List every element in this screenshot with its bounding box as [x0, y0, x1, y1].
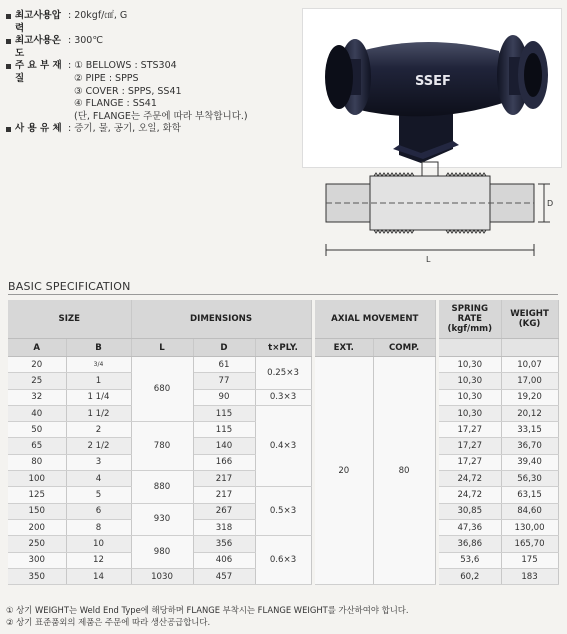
cell-d: 356	[193, 536, 255, 552]
spec-value: : 300℃	[68, 35, 104, 47]
cell-a: 50	[8, 422, 66, 438]
cell-d: 217	[193, 471, 255, 487]
header-comp: COMP.	[373, 339, 435, 357]
cell-b: 14	[66, 568, 131, 584]
material-item: ④ FLANGE : SS41	[74, 98, 157, 110]
header-spring-rate-unit: (kgf/mm)	[447, 324, 493, 334]
cell-weight: 17,00	[501, 373, 558, 389]
header-a: A	[8, 339, 66, 357]
cell-ext: 20	[315, 357, 373, 585]
spec-value: : 20kgf/㎠, G	[68, 10, 128, 21]
cell-spring: 36,86	[439, 536, 501, 552]
material-list	[68, 60, 248, 123]
cell-weight: 20,12	[501, 405, 558, 421]
cell-d: 115	[193, 422, 255, 438]
footnote: ① 상기 WEIGHT는 Weld End Type에 해당하며 FLANGE 부착시는 FLANGE WEIGHT를 가산하여야 합니다.	[6, 605, 409, 615]
header-weight-label: WEIGHT	[510, 309, 549, 319]
cell-spring: 53,6	[439, 552, 501, 568]
cell-b: 4	[66, 471, 131, 487]
technical-drawing	[318, 158, 556, 266]
cell-weight: 19,20	[501, 389, 558, 405]
cell-d: 318	[193, 519, 255, 535]
table-row	[8, 357, 558, 373]
cell-a: 40	[8, 405, 66, 421]
cell-l: 1030	[131, 568, 193, 584]
cell-a: 150	[8, 503, 66, 519]
cell-a: 250	[8, 536, 66, 552]
title-divider	[8, 294, 558, 295]
cell-a: 300	[8, 552, 66, 568]
header-spring-rate	[439, 300, 501, 339]
cell-weight: 130,00	[501, 519, 558, 535]
spec-label: 사 용 유 체	[15, 123, 62, 135]
cell-spring: 17,27	[439, 454, 501, 470]
cell-a: 25	[8, 373, 66, 389]
cell-comp: 80	[373, 357, 435, 585]
cell-a: 32	[8, 389, 66, 405]
dimension-l-label: L	[426, 255, 431, 264]
cell-spring: 17,27	[439, 438, 501, 454]
table-row	[8, 405, 558, 421]
cell-d: 217	[193, 487, 255, 503]
cell-spring: 24,72	[439, 471, 501, 487]
spec-fluid	[6, 123, 296, 136]
cell-d: 406	[193, 552, 255, 568]
specification-table	[8, 300, 559, 585]
cell-txply: 0.6×3	[255, 536, 311, 585]
spec-label: 최고사용온도	[15, 35, 61, 59]
cell-weight: 183	[501, 568, 558, 584]
footnote: ② 상기 표준품외의 제품은 주문에 따라 생산공급합니다.	[6, 617, 211, 627]
header-d: D	[193, 339, 255, 357]
cell-weight: 33,15	[501, 422, 558, 438]
cell-weight: 165,70	[501, 536, 558, 552]
cell-txply: 0.3×3	[255, 389, 311, 405]
cell-spring: 10,30	[439, 357, 501, 373]
cell-l: 980	[131, 536, 193, 569]
dimension-d-label: D	[547, 199, 554, 208]
footnotes	[6, 604, 409, 628]
spec-list	[6, 10, 296, 136]
bullet-icon	[6, 127, 11, 132]
cell-d: 166	[193, 454, 255, 470]
cell-spring: 60,2	[439, 568, 501, 584]
header-weight	[501, 300, 558, 339]
header-ext: EXT.	[315, 339, 373, 357]
cell-spring: 47,36	[439, 519, 501, 535]
header-b: B	[66, 339, 131, 357]
spec-label: 최고사용압력	[15, 10, 61, 34]
section-title: BASIC SPECIFICATION	[8, 280, 131, 293]
cell-d: 115	[193, 405, 255, 421]
header-weight-unit: (KG)	[518, 319, 541, 329]
cell-b: 8	[66, 519, 131, 535]
cell-spring: 17,27	[439, 422, 501, 438]
header-blank	[439, 339, 501, 357]
brand-text: SSEF	[415, 74, 451, 89]
material-item: ③ COVER : SPPS, SS41	[74, 85, 182, 97]
cell-b: 1 1/4	[66, 389, 131, 405]
cell-b: 6	[66, 503, 131, 519]
cell-a: 200	[8, 519, 66, 535]
product-photo	[302, 8, 562, 168]
cell-b: 1	[66, 373, 131, 389]
cell-weight: 56,30	[501, 471, 558, 487]
cell-weight: 175	[501, 552, 558, 568]
cross-section-diagram	[318, 158, 556, 266]
cell-l: 880	[131, 471, 193, 504]
cell-b: 3	[66, 454, 131, 470]
cell-d: 457	[193, 568, 255, 584]
cell-a: 80	[8, 454, 66, 470]
cell-b: 3/4	[66, 357, 131, 373]
cell-txply: 0.4×3	[255, 405, 311, 486]
bullet-icon	[6, 39, 11, 44]
cell-weight: 10,07	[501, 357, 558, 373]
cell-weight: 63,15	[501, 487, 558, 503]
cell-txply: 0.25×3	[255, 357, 311, 390]
spec-label: 주 요 부 재 질	[15, 60, 62, 84]
spec-value: : 증기, 물, 공기, 오일, 화학	[68, 123, 181, 135]
header-l: L	[131, 339, 193, 357]
table-row	[8, 389, 558, 405]
cell-weight: 36,70	[501, 438, 558, 454]
cell-d: 140	[193, 438, 255, 454]
cell-b: 5	[66, 487, 131, 503]
cell-spring: 24,72	[439, 487, 501, 503]
cell-a: 125	[8, 487, 66, 503]
header-dimensions: DIMENSIONS	[131, 300, 311, 339]
cell-d: 77	[193, 373, 255, 389]
material-item: : ① BELLOWS : STS304	[68, 60, 177, 72]
cell-b: 2 1/2	[66, 438, 131, 454]
cell-a: 65	[8, 438, 66, 454]
cell-spring: 10,30	[439, 389, 501, 405]
header-axial-movement: AXIAL MOVEMENT	[315, 300, 435, 339]
cell-spring: 30,85	[439, 503, 501, 519]
bullet-icon	[6, 64, 11, 69]
expansion-joint-illustration	[303, 9, 561, 167]
material-item: ② PIPE : SPPS	[74, 72, 139, 84]
cell-l: 780	[131, 422, 193, 471]
header-spring-rate-label: SPRING RATE	[451, 304, 489, 324]
spec-materials	[6, 60, 296, 123]
cell-b: 2	[66, 422, 131, 438]
cell-a: 350	[8, 568, 66, 584]
cell-d: 61	[193, 357, 255, 373]
spec-pressure	[6, 10, 296, 35]
bullet-icon	[6, 14, 11, 19]
cell-txply: 0.5×3	[255, 487, 311, 536]
header-size: SIZE	[8, 300, 131, 339]
cell-b: 10	[66, 536, 131, 552]
cell-spring: 10,30	[439, 373, 501, 389]
table-row	[8, 487, 558, 503]
cell-a: 100	[8, 471, 66, 487]
cell-a: 20	[8, 357, 66, 373]
cell-spring: 10,30	[439, 405, 501, 421]
cell-b: 1 1/2	[66, 405, 131, 421]
cell-weight: 84,60	[501, 503, 558, 519]
cell-l: 680	[131, 357, 193, 422]
cell-b: 12	[66, 552, 131, 568]
cell-l: 930	[131, 503, 193, 536]
cell-d: 90	[193, 389, 255, 405]
cell-weight: 39,40	[501, 454, 558, 470]
header-txply: t×PLY.	[255, 339, 311, 357]
header-blank	[501, 339, 558, 357]
cell-d: 267	[193, 503, 255, 519]
spec-temp	[6, 35, 296, 60]
material-item: (단, FLANGE는 주문에 따라 부착합니다.)	[74, 110, 248, 122]
table-row	[8, 536, 558, 552]
